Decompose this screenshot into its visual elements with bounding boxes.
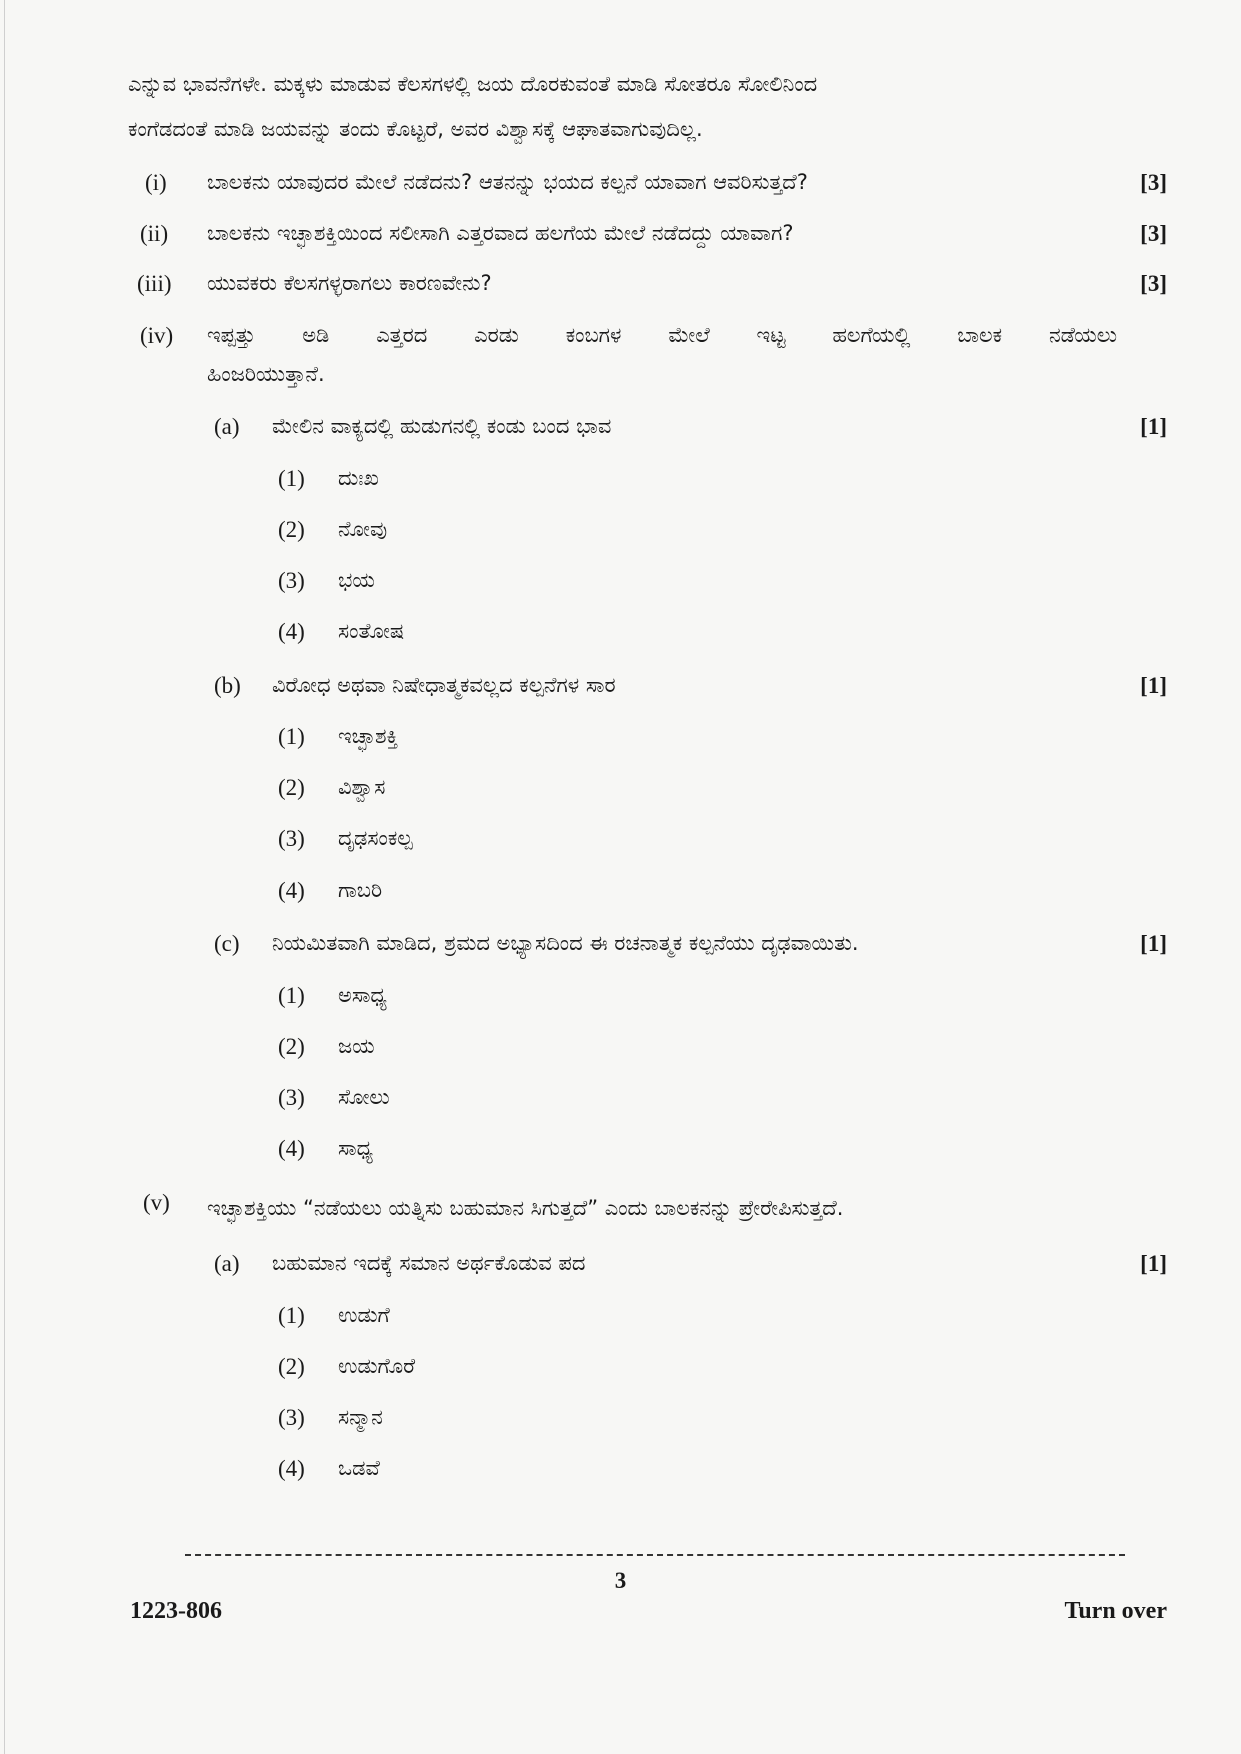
subquestion-label: (b) xyxy=(214,673,241,698)
paper-code: 1223-806 xyxy=(130,1598,222,1624)
question-marks: [3] xyxy=(1140,170,1167,195)
option-text: ದೃಢಸಂಕಲ್ಪ xyxy=(338,826,413,850)
question-number: (iv) xyxy=(140,323,174,348)
option-number: (4) xyxy=(278,1456,305,1481)
option-number: (1) xyxy=(278,466,305,491)
option-number: (1) xyxy=(278,1303,305,1328)
question-number: (i) xyxy=(145,170,167,195)
option-text: ಉಡುಗೊರೆ xyxy=(338,1354,416,1378)
option-number: (2) xyxy=(278,1354,305,1379)
subquestion-label: (a) xyxy=(214,1251,240,1276)
subquestion-text: ನಿಯಮಿತವಾಗಿ ಮಾಡಿದ, ಶ್ರಮದ ಅಭ್ಯಾಸದಿಂದ ಈ ರಚನಾತ್ಮಕ ಕಲ್ಪನೆಯು ದೃಢವಾಯಿತು. xyxy=(272,931,859,955)
intro-line-2: ಕಂಗೆಡದಂತೆ ಮಾಡಿ ಜಯವನ್ನು ತಂದು ಕೊಟ್ಟರೆ, ಅವರ ವಿಶ್ವಾಸಕ್ಕೆ ಆಘಾತವಾಗುವುದಿಲ್ಲ. xyxy=(128,117,703,141)
footer-dashed-rule xyxy=(185,1554,1125,1556)
question-marks: [3] xyxy=(1140,221,1167,246)
subquestion-label: (a) xyxy=(214,414,240,439)
question-marks: [3] xyxy=(1140,271,1167,296)
subquestion-marks: [1] xyxy=(1140,414,1167,439)
option-text: ಜಯ xyxy=(338,1034,375,1058)
option-number: (1) xyxy=(278,983,305,1008)
option-text: ನೋವು xyxy=(338,517,388,541)
option-number: (3) xyxy=(278,1405,305,1430)
question-text: ಯುವಕರು ಕೆಲಸಗಳ್ಳರಾಗಲು ಕಾರಣವೇನು? xyxy=(207,271,492,295)
option-text: ಉಡುಗೆ xyxy=(338,1303,390,1327)
subquestion-label: (c) xyxy=(214,931,240,956)
option-number: (2) xyxy=(278,775,305,800)
option-text: ಭಯ xyxy=(338,568,375,592)
option-text: ಸನ್ಮಾನ xyxy=(338,1405,383,1429)
question-number: (ii) xyxy=(140,221,169,246)
option-text: ಸೋಲು xyxy=(338,1085,390,1109)
question-number: (iii) xyxy=(137,271,172,296)
question-text: ಬಾಲಕನು ಇಚ್ಛಾಶಕ್ತಿಯಿಂದ ಸಲೀಸಾಗಿ ಎತ್ತರವಾದ ಹಲಗೆಯ ಮೇಲೆ ನಡೆದದ್ದು ಯಾವಾಗ? xyxy=(207,221,794,245)
intro-paragraph xyxy=(128,62,1128,152)
option-text: ಸಂತೋಷ xyxy=(338,619,405,643)
question-text-line-2: ಹಿಂಜರಿಯುತ್ತಾನೆ. xyxy=(207,362,325,386)
option-number: (1) xyxy=(278,724,305,749)
option-number: (4) xyxy=(278,1136,305,1161)
option-number: (3) xyxy=(278,826,305,851)
option-text: ಇಚ್ಛಾಶಕ್ತಿ xyxy=(338,724,399,748)
subquestion-text: ಮೇಲಿನ ವಾಕ್ಯದಲ್ಲಿ ಹುಡುಗನಲ್ಲಿ ಕಂಡು ಬಂದ ಭಾವ xyxy=(272,414,612,438)
option-number: (3) xyxy=(278,1085,305,1110)
option-number: (4) xyxy=(278,878,305,903)
subquestion-text: ವಿರೋಧ ಅಥವಾ ನಿಷೇಧಾತ್ಮಕವಲ್ಲದ ಕಲ್ಪನೆಗಳ ಸಾರ xyxy=(272,673,616,697)
option-text: ಒಡವೆ xyxy=(338,1456,380,1480)
option-text: ದುಃಖ xyxy=(338,466,379,490)
page-edge-line xyxy=(4,0,5,1754)
option-number: (3) xyxy=(278,568,305,593)
question-number: (v) xyxy=(143,1190,170,1215)
subquestion-marks: [1] xyxy=(1140,673,1167,698)
option-text: ಅಸಾಧ್ಯ xyxy=(338,983,387,1007)
subquestion-marks: [1] xyxy=(1140,1251,1167,1276)
option-text: ಸಾಧ್ಯ xyxy=(338,1136,374,1160)
option-number: (4) xyxy=(278,619,305,644)
subquestion-text: ಬಹುಮಾನ ಇದಕ್ಕೆ ಸಮಾನ ಅರ್ಥಕೊಡುವ ಪದ xyxy=(272,1251,586,1275)
option-text: ಗಾಬರಿ xyxy=(338,878,383,902)
option-number: (2) xyxy=(278,1034,305,1059)
option-number: (2) xyxy=(278,517,305,542)
subquestion-marks: [1] xyxy=(1140,931,1167,956)
turn-over-label: Turn over xyxy=(1064,1598,1167,1624)
question-text-line-1: ಇಪ್ಪತ್ತು ಅಡಿ ಎತ್ತರದ ಎರಡು ಕಂಬಗಳ ಮೇಲೆ ಇಟ್ಟ ಹಲಗೆಯಲ್ಲಿ ಬಾಲಕ ನಡೆಯಲು xyxy=(207,323,1117,347)
intro-line-1: ಎನ್ನುವ ಭಾವನೆಗಳೇ. ಮಕ್ಕಳು ಮಾಡುವ ಕೆಲಸಗಳಲ್ಲಿ ಜಯ ದೊರಕುವಂತೆ ಮಾಡಿ ಸೋತರೂ ಸೋಲಿನಿಂದ xyxy=(128,72,818,96)
question-text: ಬಾಲಕನು ಯಾವುದರ ಮೇಲೆ ನಡೆದನು? ಆತನನ್ನು ಭಯದ ಕಲ್ಪನೆ ಯಾವಾಗ ಆವರಿಸುತ್ತದೆ? xyxy=(207,170,808,194)
page-number: 3 xyxy=(614,1568,627,1593)
question-text: ಇಚ್ಛಾಶಕ್ತಿಯು “ನಡೆಯಲು ಯತ್ನಿಸು ಬಹುಮಾನ ಸಿಗುತ್ತದೆ” ಎಂದು ಬಾಲಕನನ್ನು ಪ್ರೇರೇಪಿಸುತ್ತದೆ. xyxy=(207,1196,844,1220)
option-text: ವಿಶ್ವಾಸ xyxy=(338,775,386,799)
